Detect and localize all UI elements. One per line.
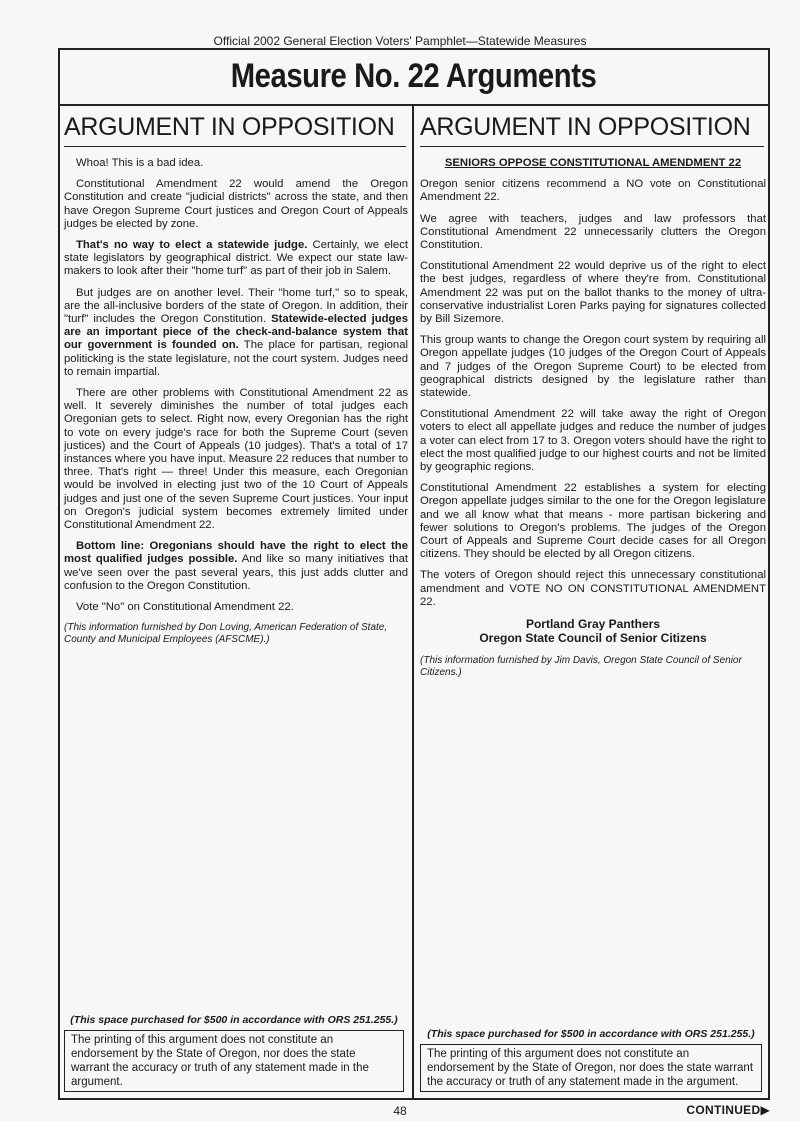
left-paragraph xyxy=(64,287,408,379)
left-paragraph: Constitutional Amendment 22 would amend the Oregon Constitution and create "judicial districts" across the state, and then have Oregon Supreme Court justices and Oregon Court of Appeals judges be elected by zone. xyxy=(64,178,408,230)
right-footer xyxy=(420,1028,762,1092)
right-attribution: (This information furnished by Jim Davis, Oregon State Council of Senior Citizens.) xyxy=(420,655,742,679)
right-signature xyxy=(420,617,766,645)
right-column-body xyxy=(414,147,770,679)
left-purchase-note: (This space purchased for $500 in accordance with ORS 251.255.) xyxy=(70,1014,398,1026)
page-title: Measure No. 22 Arguments xyxy=(231,57,597,95)
left-text: But judges are on another level. Their "home turf," so to speak, are the all-inclusive borders of the state of Oregon. In addition, their "turf" includes the Oregon Constitution. xyxy=(64,286,408,326)
left-text: And like so many initiatives that we've seen over the past several years, this just adds clutter and confusion to the Oregon Constitution. xyxy=(64,553,408,592)
left-paragraph xyxy=(64,540,408,593)
left-footer xyxy=(64,1014,404,1092)
left-attribution: (This information furnished by Don Loving, American Federation of State, County and Municipal Employees (AFSCME).) xyxy=(64,622,388,646)
right-paragraph: Constitutional Amendment 22 would deprive us of the right to elect the best judges, regardless of where they're from. Constitutional Amendment 22 was put on the ballot thanks to the money of ultra-conservative industrialist Loren Parks paying for signatures collected by Bill Sizemore. xyxy=(420,260,766,326)
triangle-right-icon: ▶ xyxy=(760,1103,770,1117)
right-paragraph: This group wants to change the Oregon court system by requiring all Oregon appellate judges (10 judges of the Oregon Court of Appeals and 7 judges of the Oregon Supreme Court) to be elected from geographical districts designed by the legislature rather than statewide. xyxy=(420,334,766,400)
title-bar xyxy=(58,48,770,106)
right-paragraph: Constitutional Amendment 22 will take away the right of Oregon voters to elect all appellate judges and reduce the number of judges a voter can elect from 17 to 3. Oregon voters should have the right to elect the most qualified judge to our highest courts and not be limited by geographic regions. xyxy=(420,408,766,474)
left-column xyxy=(58,106,414,1100)
left-bold-text: Statewide-elected judges are an important piece of the check-and-balance system that our government is founded on. xyxy=(64,313,408,352)
left-disclaimer: The printing of this argument does not constitute an endorsement by the State of Oregon, nor does the state warrant the accuracy or truth of any statement made in the argument. xyxy=(64,1030,404,1092)
continued-text: CONTINUED xyxy=(686,1103,761,1117)
continued-label xyxy=(686,1103,770,1117)
right-paragraph: Constitutional Amendment 22 establishes a system for electing Oregon appellate judges similar to the one for the Oregon legislature and we all know what that means - more partisan bickering and fewer solutions to Oregon's problems. The judges of the Oregon Court of Appeals and Supreme Court decide cases for all Oregon citizens. They should be elected by all Oregon citizens. xyxy=(420,482,766,561)
page-number: 48 xyxy=(393,1104,407,1118)
left-text: Certainly, we elect state legislators by geographical district. We expect our state law-makers to look after their "home turf" as part of their job in Salem. xyxy=(64,239,408,278)
left-bold-text: That's no way to elect a statewide judge. xyxy=(76,239,308,252)
left-column-body xyxy=(58,147,412,646)
left-bold-text: Bottom line: Oregonians should have the right to elect the most qualified judges possible. xyxy=(64,540,408,566)
right-paragraph: The voters of Oregon should reject this unnecessary constitutional amendment and VOTE NO ON CONSTITUTIONAL AMENDMENT 22. xyxy=(420,569,766,608)
right-paragraph: Oregon senior citizens recommend a NO vote on Constitutional Amendment 22. xyxy=(420,178,766,204)
right-subheading: SENIORS OPPOSE CONSTITUTIONAL AMENDMENT 22 xyxy=(444,157,742,169)
right-column xyxy=(414,106,770,1100)
right-purchase-note: (This space purchased for $500 in accordance with ORS 251.255.) xyxy=(427,1028,755,1040)
left-paragraph xyxy=(64,239,408,279)
right-column-heading: ARGUMENT IN OPPOSITION xyxy=(420,112,764,147)
right-disclaimer: The printing of this argument does not constitute an endorsement by the State of Oregon, nor does the state warrant the accuracy or truth of any statement made in the argument. xyxy=(420,1044,762,1092)
right-paragraph: We agree with teachers, judges and law professors that Constitutional Amendment 22 unnecessarily clutters the Oregon Constitution. xyxy=(420,212,766,252)
left-text: The place for partisan, regional politicking is the state legislature, not the court system. Judges need to remain impartial. xyxy=(64,339,408,378)
left-paragraph: Whoa! This is a bad idea. xyxy=(76,157,204,169)
pamphlet-header: Official 2002 General Election Voters' Pamphlet—Statewide Measures xyxy=(213,34,587,48)
signature-line-2: Oregon State Council of Senior Citizens xyxy=(479,631,707,646)
left-column-heading: ARGUMENT IN OPPOSITION xyxy=(64,112,406,147)
left-paragraph: There are other problems with Constitutional Amendment 22 as well. It severely diminishes the number of total judges each Oregonian gets to select. Right now, every Oregonian has the right to vote on every judge's race for both the Supreme Court (seven justices) and the Court of Appeals (10 judges). That's a total of 17 instances where you have input. Measure 22 reduces that number to three. That's right — three! Under this measure, each Oregonian would be involved in electing just two of the 10 Court of Appeals judges and just one of the seven Supreme Court justices. Your input on Oregon's judicial system becomes extremely limited under Constitutional Amendment 22. xyxy=(64,387,408,532)
signature-line-1: Portland Gray Panthers xyxy=(525,617,661,632)
left-paragraph: Vote "No" on Constitutional Amendment 22. xyxy=(76,601,294,614)
